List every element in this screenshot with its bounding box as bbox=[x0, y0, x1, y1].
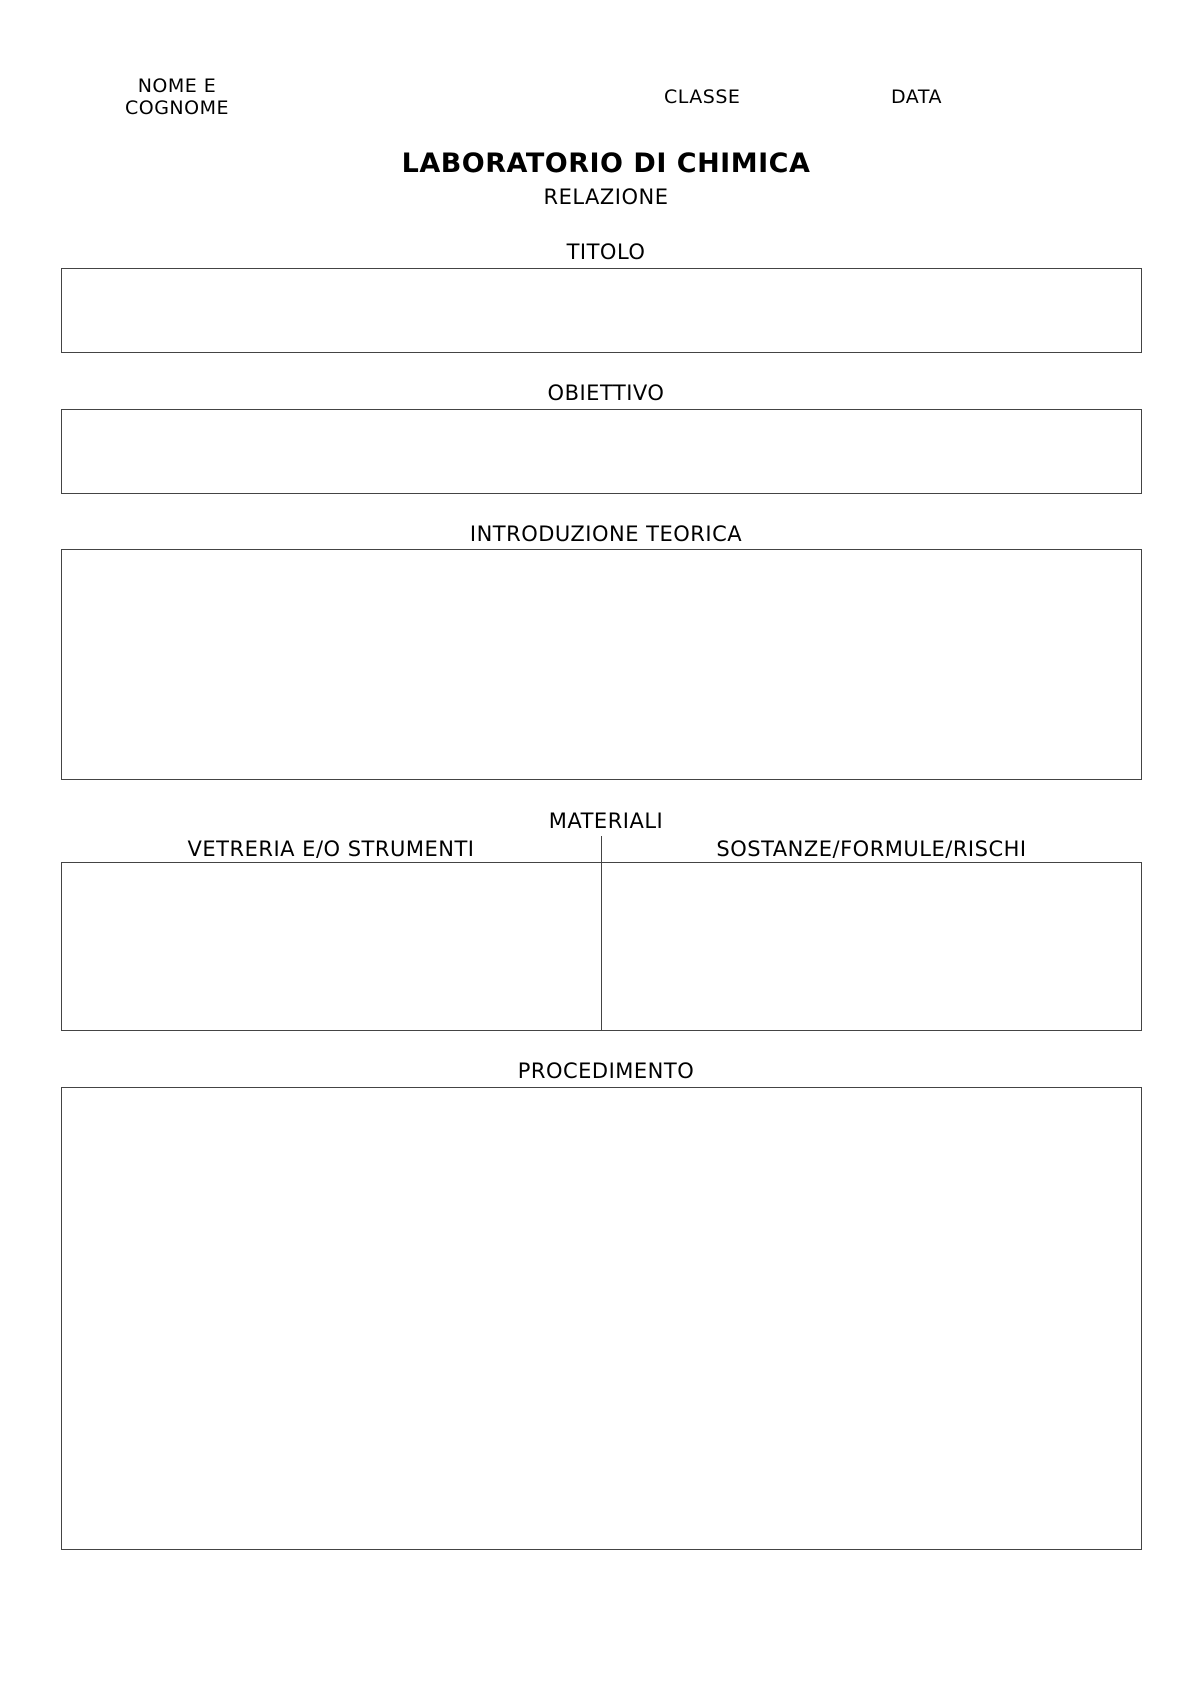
page-subtitle: RELAZIONE bbox=[543, 185, 669, 209]
page-title: LABORATORIO DI CHIMICA bbox=[401, 148, 811, 179]
section-label-obiettivo: OBIETTIVO bbox=[547, 381, 665, 405]
section-label-procedimento: PROCEDIMENTO bbox=[517, 1059, 695, 1083]
vetreria-field[interactable] bbox=[63, 864, 600, 1029]
name-label-line1: NOME E bbox=[137, 75, 217, 97]
name-label bbox=[118, 75, 236, 119]
introduzione-field[interactable] bbox=[61, 549, 1142, 780]
sostanze-field[interactable] bbox=[603, 864, 1140, 1029]
materiali-column-divider bbox=[601, 863, 602, 1030]
materiali-header-divider bbox=[601, 836, 602, 862]
materiali-col1-label: VETRERIA E/O STRUMENTI bbox=[187, 837, 475, 861]
materiali-col2-label: SOSTANZE/FORMULE/RISCHI bbox=[716, 837, 1027, 861]
section-label-materiali: MATERIALI bbox=[548, 809, 664, 833]
section-label-introduzione: INTRODUZIONE TEORICA bbox=[469, 522, 743, 546]
section-label-titolo: TITOLO bbox=[566, 240, 646, 264]
obiettivo-field[interactable] bbox=[61, 409, 1142, 494]
procedimento-field[interactable] bbox=[61, 1087, 1142, 1550]
class-label: CLASSE bbox=[664, 86, 741, 108]
name-label-line2: COGNOME bbox=[124, 97, 229, 119]
date-label: DATA bbox=[891, 86, 942, 108]
titolo-field[interactable] bbox=[61, 268, 1142, 353]
